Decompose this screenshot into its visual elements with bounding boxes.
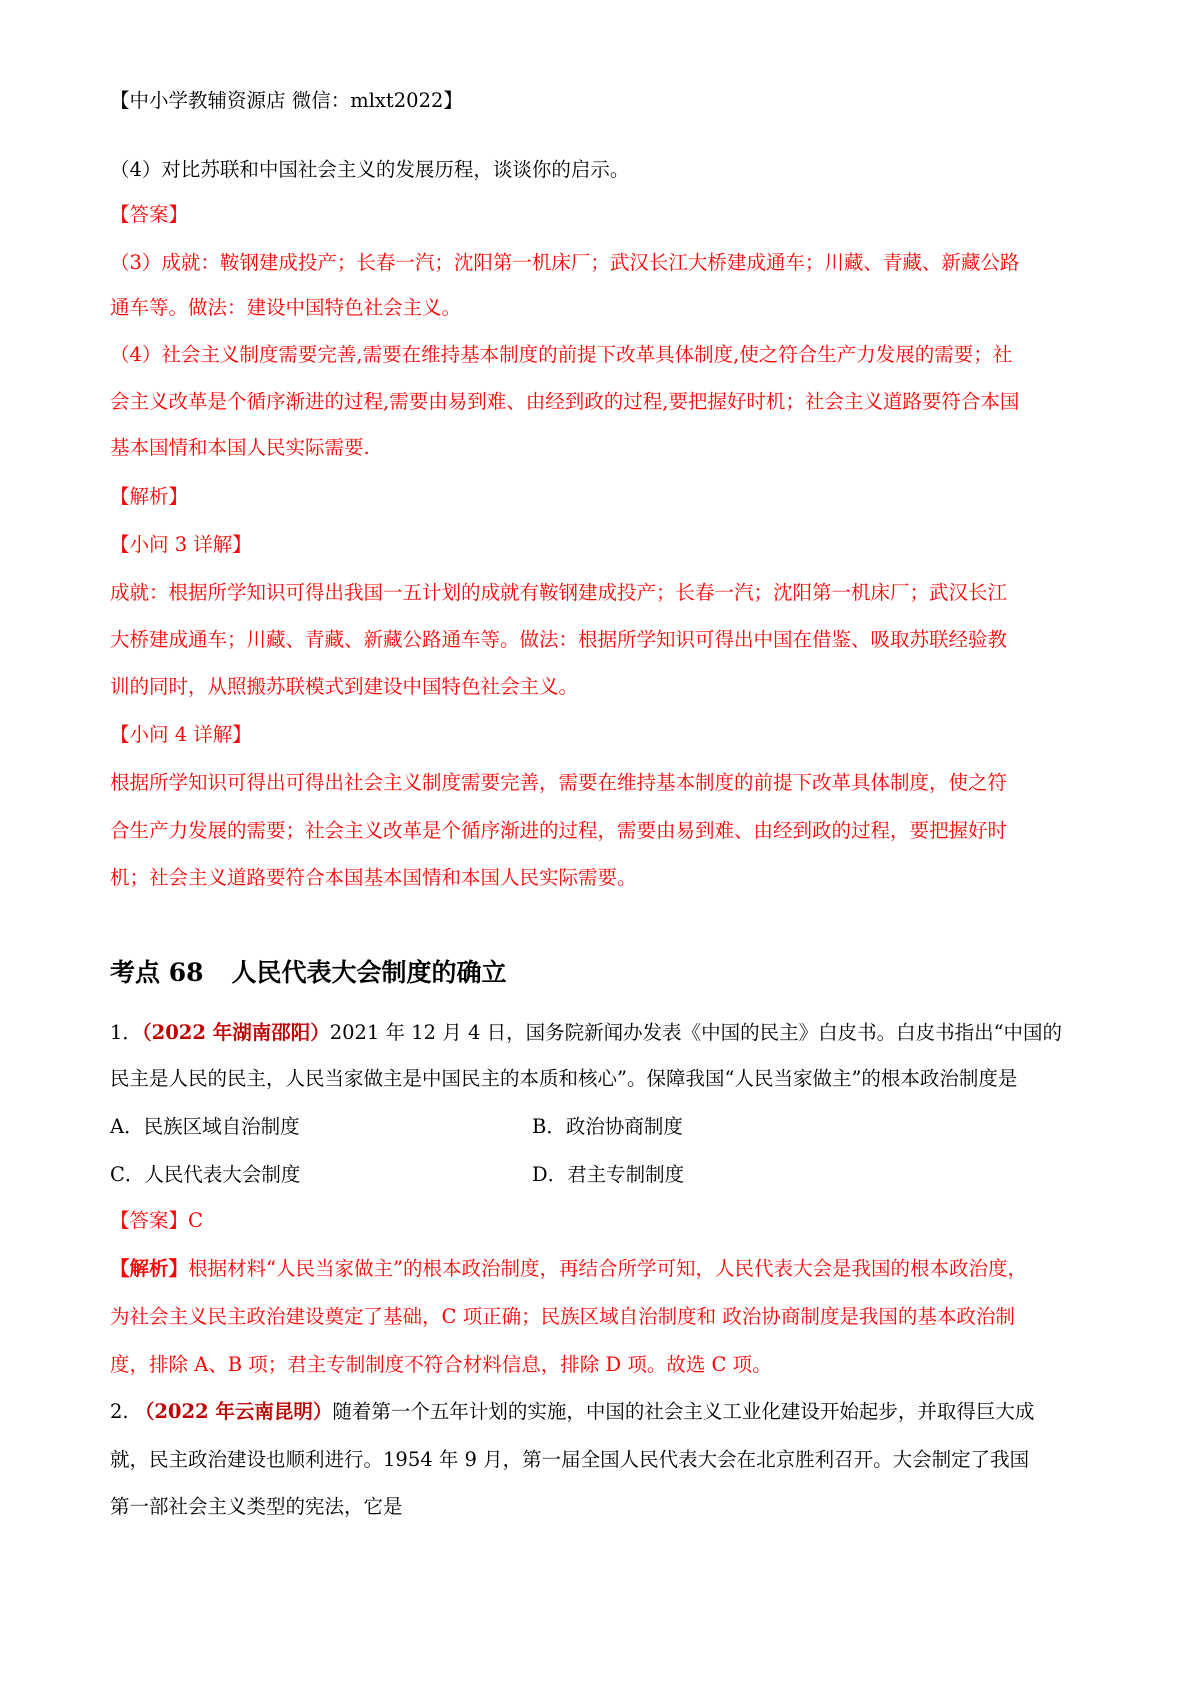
question-1-stem-line: 民主是人民的民主，人民当家做主是中国民主的本质和核心”。保障我国“人民当家做主”的根本政治制度是	[110, 1067, 1018, 1090]
question-2-stem	[110, 1397, 1100, 1427]
question-2-stem-text: 随着第一个五年计划的实施，中国的社会主义工业化建设开始起步，并取得巨大成	[332, 1400, 1035, 1423]
header-watermark: 【中小学教辅资源店 微信：mlxt2022】	[110, 89, 463, 112]
option-d: D．君主专制制度	[532, 1163, 685, 1186]
question-2-stem-line: 就，民主政治建设也顺利进行。1954 年 9 月，第一届全国人民代表大会在北京胜利召开。大会制定了我国	[110, 1448, 1030, 1471]
answer-line: 基本国情和本国人民实际需要.	[110, 436, 370, 459]
question-1-stem	[110, 1018, 1100, 1048]
question-1-analysis	[110, 1254, 1100, 1284]
sub-question-3-line: 大桥建成通车；川藏、青藏、新藏公路通车等。做法：根据所学知识可得出中国在借鉴、吸取苏联经验教	[110, 628, 1008, 651]
question-2-source: （2022 年云南昆明）	[134, 1400, 333, 1423]
answer-line: （4）社会主义制度需要完善,需要在维持基本制度的前提下改革具体制度,使之符合生产力发展的需要；社	[110, 343, 1013, 366]
question-2-number: 2.	[110, 1400, 135, 1423]
sub-question-3-label: 【小问 3 详解】	[110, 533, 252, 556]
option-b: B．政治协商制度	[532, 1115, 683, 1138]
question-1-number: 1．	[110, 1021, 142, 1044]
sub-question-3-line: 成就：根据所学知识可得出我国一五计划的成就有鞍钢建成投产；长春一汽；沈阳第一机床厂；武汉长江	[110, 581, 1008, 604]
answer-line: 会主义改革是个循序渐进的过程,需要由易到难、由经到政的过程,要把握好时机；社会主义道路要符合本国	[110, 390, 1020, 413]
option-c: C．人民代表大会制度	[110, 1163, 301, 1186]
question-1-stem-text: 2021 年 12 月 4 日，国务院新闻办发表《中国的民主》白皮书。白皮书指出“中国的	[329, 1021, 1063, 1044]
question-1-analysis-line: 为社会主义民主政治建设奠定了基础，C 项正确；民族区域自治制度和 政治协商制度是我国的基本政治制	[110, 1305, 1015, 1328]
answer-label: 【答案】	[110, 203, 189, 226]
question-1-analysis-text: 根据材料“人民当家做主”的根本政治制度，再结合所学可知，人民代表大会是我国的根本政治度，	[188, 1257, 1027, 1280]
question-2-stem-line: 第一部社会主义类型的宪法，它是	[110, 1495, 403, 1518]
sub-question-4-line: 合生产力发展的需要；社会主义改革是个循序渐进的过程，需要由易到难、由经到政的过程，要把握好时	[110, 819, 1008, 842]
answer-line: 通车等。做法：建设中国特色社会主义。	[110, 296, 462, 319]
question-1-answer: 【答案】C	[110, 1209, 203, 1232]
section-title: 人民代表大会制度的确立	[231, 958, 507, 987]
question-1-analysis-line: 度，排除 A、B 项；君主专制制度不符合材料信息，排除 D 项。故选 C 项。	[110, 1353, 772, 1376]
sub-question-4-line: 机；社会主义道路要符合本国基本国情和本国人民实际需要。	[110, 866, 637, 889]
question-1-source: （2022 年湖南邵阳）	[141, 1021, 330, 1044]
analysis-label: 【解析】	[110, 485, 189, 508]
section-number: 考点 68	[110, 958, 204, 987]
answer-line: （3）成就：鞍钢建成投产；长春一汽；沈阳第一机床厂；武汉长江大桥建成通车；川藏、青藏、新藏公路	[110, 251, 1020, 274]
question-1-analysis-label: 【解析】	[110, 1257, 189, 1280]
section-heading	[110, 953, 507, 993]
option-a: A．民族区域自治制度	[110, 1115, 300, 1138]
question-4-text: （4）对比苏联和中国社会主义的发展历程，谈谈你的启示。	[110, 158, 630, 181]
sub-question-4-line: 根据所学知识可得出可得出社会主义制度需要完善，需要在维持基本制度的前提下改革具体制度，使之符	[110, 771, 1008, 794]
sub-question-4-label: 【小问 4 详解】	[110, 723, 252, 746]
sub-question-3-line: 训的同时，从照搬苏联模式到建设中国特色社会主义。	[110, 675, 579, 698]
